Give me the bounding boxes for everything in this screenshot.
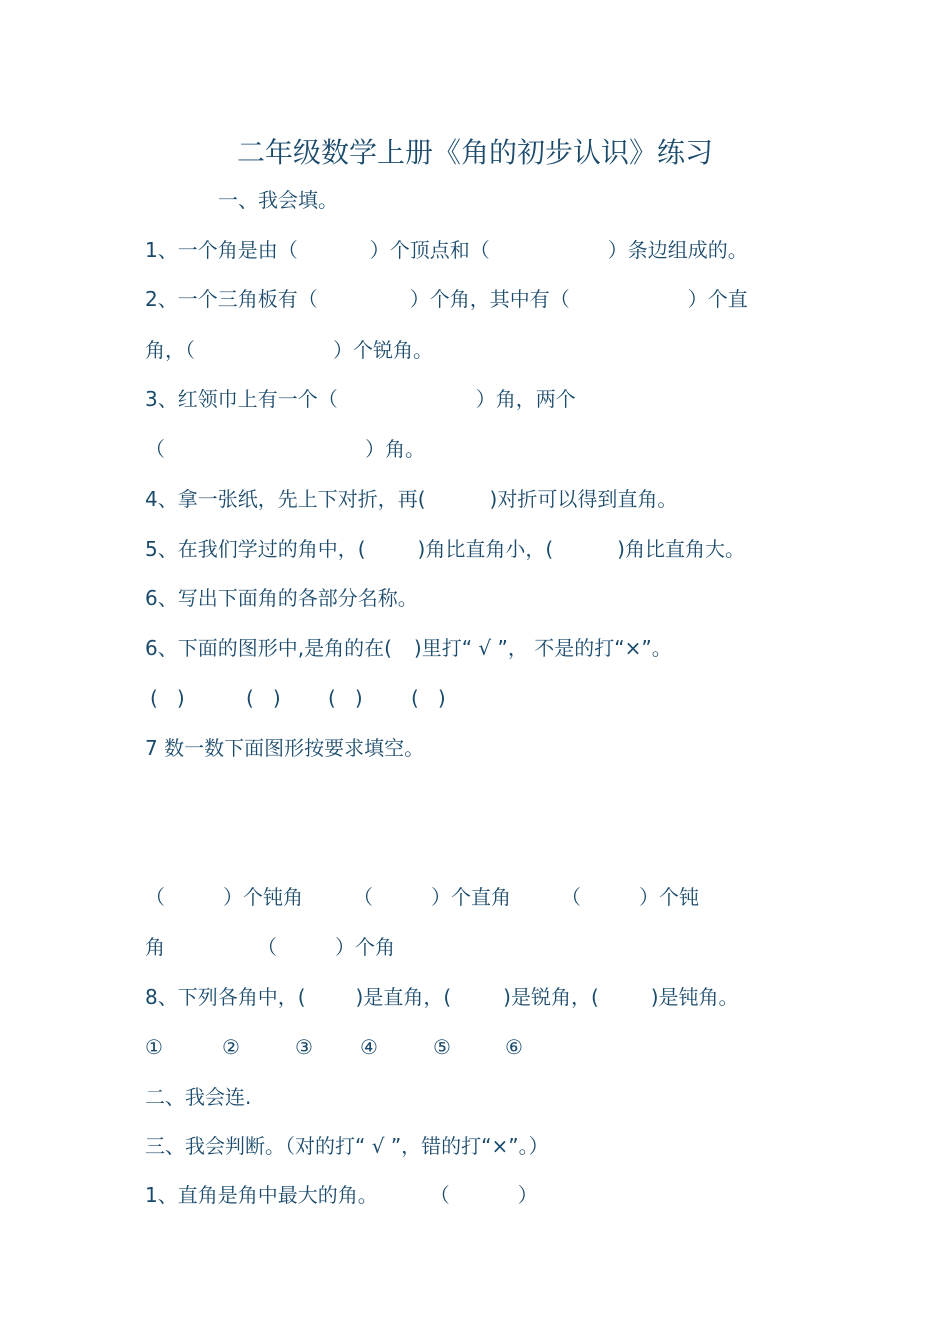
answer-bracket-1: ( ): [150, 686, 185, 710]
angle-label-6: ⑥: [505, 1035, 523, 1059]
question-5: 5、在我们学过的角中，( )角比直角小，( )角比直角大。: [145, 537, 745, 561]
answer-bracket-3: ( ): [328, 686, 363, 710]
question-3-cont: （ ）角。: [145, 437, 425, 461]
question-2: 2、一个三角板有（ ）个角，其中有（ ）个直: [145, 287, 748, 311]
answer-bracket-4: ( ): [411, 686, 446, 710]
question-4: 4、拿一张纸，先上下对折，再( )对折可以得到直角。: [145, 487, 678, 511]
question-6-names: 6、写出下面角的各部分名称。: [145, 586, 418, 610]
angle-label-4: ④: [360, 1035, 378, 1059]
question-2-cont: 角，（ ）个锐角。: [145, 338, 433, 362]
question-7-fill: （ ）个钝角 （ ）个直角 （ ）个钝: [145, 885, 699, 909]
section-3-heading: 三、我会判断。（对的打“ √ ”，错的打“×”。）: [145, 1134, 549, 1158]
angle-label-1: ①: [145, 1035, 163, 1059]
judgement-1: 1、直角是角中最大的角。 （ ）: [145, 1183, 538, 1207]
angle-label-5: ⑤: [433, 1035, 451, 1059]
question-8: 8、下列各角中，( )是直角，( )是锐角，( )是钝角。: [145, 985, 739, 1009]
question-7-fill-cont: 角 （ ）个角: [145, 935, 395, 959]
angle-label-3: ③: [295, 1035, 313, 1059]
question-6-judge: 6、下面的图形中,是角的在( )里打“ √ ”， 不是的打“×”。: [145, 636, 672, 660]
section-1-heading: 一、我会填。: [218, 188, 338, 212]
question-3: 3、红领巾上有一个（ ）角，两个: [145, 387, 576, 411]
answer-bracket-2: ( ): [246, 686, 281, 710]
angle-label-2: ②: [222, 1035, 240, 1059]
section-2-heading: 二、我会连.: [145, 1085, 252, 1109]
page-title: 二年级数学上册《角的初步认识》练习: [236, 136, 713, 169]
question-1: 1、一个角是由（ ）个顶点和（ ）条边组成的。: [145, 238, 748, 262]
question-7: 7 数一数下面图形按要求填空。: [145, 736, 425, 760]
